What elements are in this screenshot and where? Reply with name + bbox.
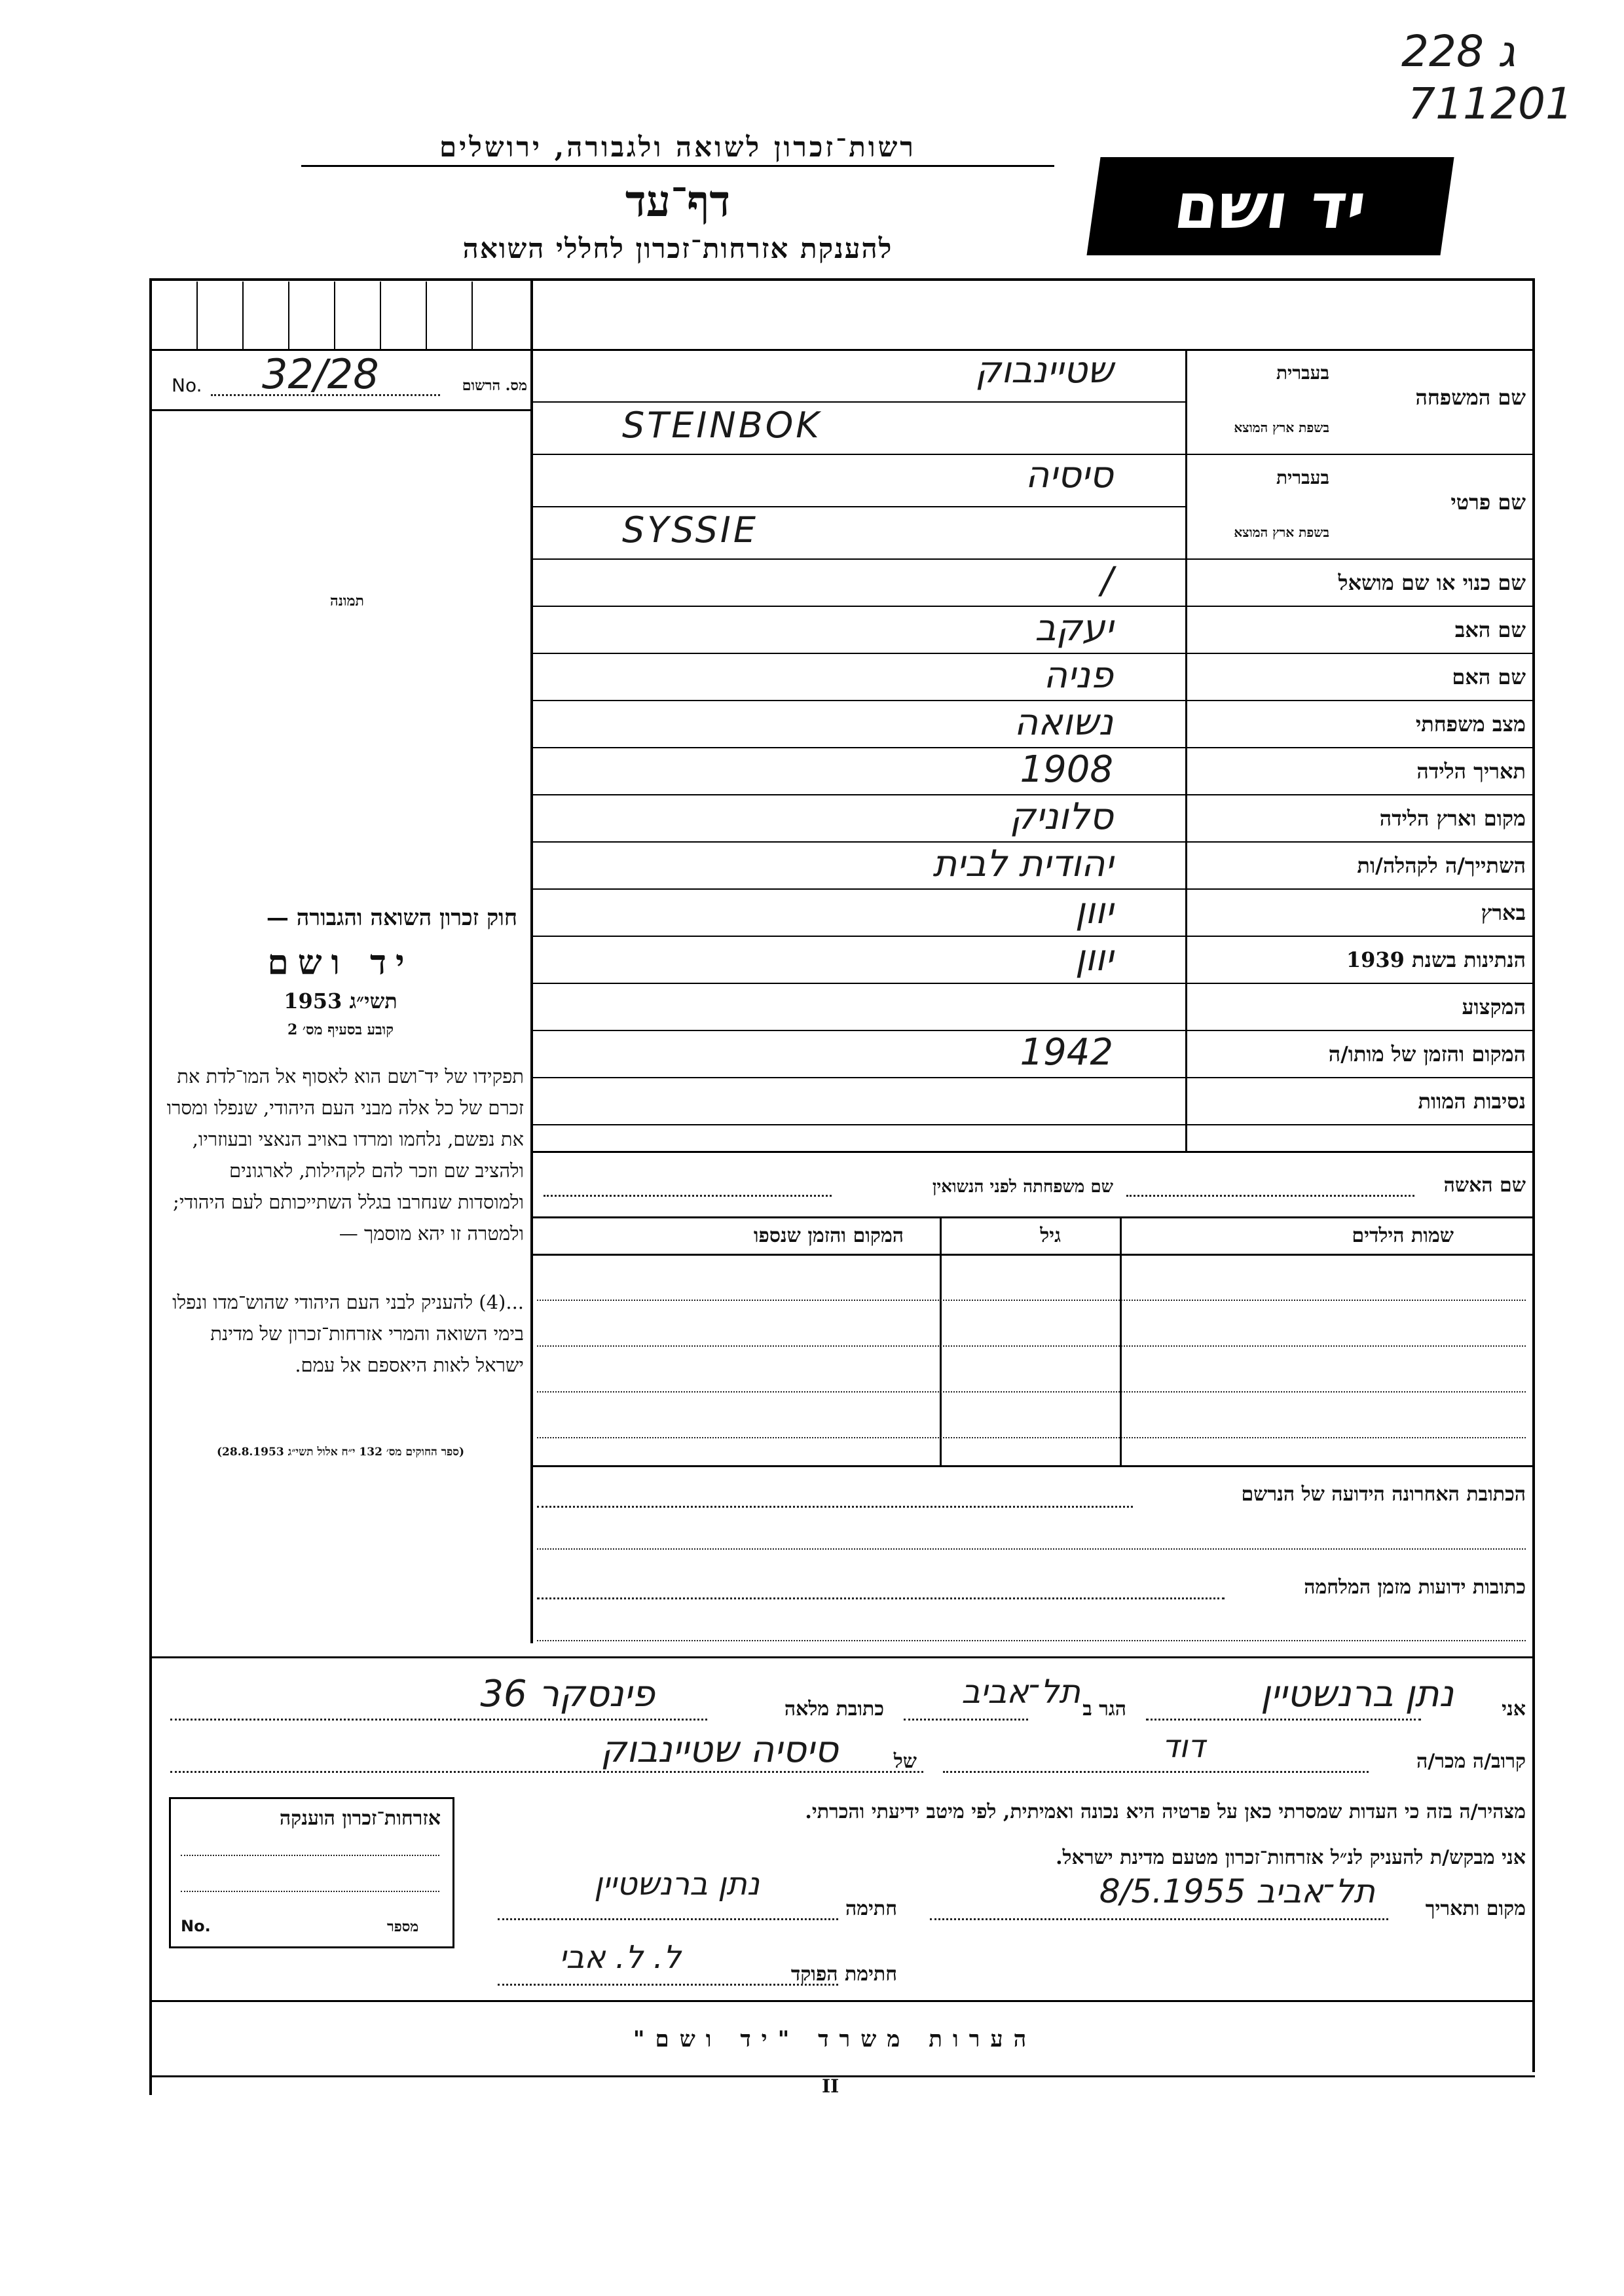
field-value: יוון <box>1075 937 1113 979</box>
relation-value: דוד <box>1162 1728 1205 1765</box>
office-notes-label: הערות משרד "יד ושם" <box>633 2026 1037 2052</box>
stamp-dots-2 <box>181 1891 439 1892</box>
declaration-request: אני מבקש/ת להעניק לנ״ל אזרחות־זכרון מטעם מדינת ישראל. <box>1056 1846 1526 1869</box>
law-text-2: ...(4) להעניק לבני העם היהודי שהוש־מדו ונפלו בימי השואה והמרי אזרחות־זכרון של מדינת ישראל לאות היאספם אל עמם. <box>172 1291 524 1376</box>
last-address-dots-2 <box>537 1548 1526 1550</box>
war-address-label: כתובות ידועות מזמן המלחמה <box>1304 1576 1526 1599</box>
field-row-line <box>530 653 1535 654</box>
field-value-latin: STEINBOK <box>622 405 822 446</box>
declarant-name: נתן ברנשטיין <box>1261 1673 1454 1715</box>
last-address-dots <box>537 1506 1133 1508</box>
notes-bottom-line <box>149 2075 1535 2077</box>
maiden-name-label: שם משפחתה לפני הנשואין <box>932 1177 1113 1197</box>
field-value: נשואה <box>1014 701 1113 744</box>
reg-number-en-label: No. <box>172 374 202 396</box>
children-row-3 <box>537 1391 1526 1393</box>
archive-number-2: 711201 <box>1408 79 1573 129</box>
field-label: שם כנוי או שם מושאל <box>1338 570 1526 595</box>
field-value: יוון <box>1075 890 1113 932</box>
authority-title: רשות־זכרון לשואה ולגבורה, ירושלים <box>439 131 916 163</box>
field-row-line <box>530 983 1535 984</box>
of-dots <box>170 1771 923 1773</box>
officer-signature: ל. ל. אבי <box>559 1939 681 1976</box>
maiden-name-dots <box>544 1195 832 1197</box>
frame-right <box>1532 278 1535 2072</box>
field-value: פניה <box>1043 654 1113 697</box>
field-row-line <box>530 606 1535 607</box>
reg-number-he-label: מס. הרשום <box>462 377 527 394</box>
declarant-city: תל־אביב <box>961 1673 1080 1711</box>
signature-dots <box>498 1918 838 1920</box>
field-label: שם פרטי <box>1450 490 1526 515</box>
tick-5 <box>380 282 381 349</box>
field-label: הנתינות בשנת 1939 <box>1346 947 1526 972</box>
field-row-line <box>530 936 1535 937</box>
address-label: כתובת מלאה <box>784 1698 884 1721</box>
law-year: תשי״ג 1953 <box>284 989 397 1013</box>
tick-2 <box>242 282 244 349</box>
frame-top <box>149 278 1535 281</box>
children-age-header: גיל <box>1040 1224 1061 1247</box>
spouse-dots <box>1126 1195 1414 1197</box>
stamp-number-label: מספר <box>387 1918 419 1935</box>
field-sublabel-origin: בשפת ארץ המוצא <box>1234 420 1329 435</box>
tick-7 <box>471 282 473 349</box>
law-clause: קובע בסעיף מס׳ 2 <box>287 1021 394 1038</box>
field-sublabel-hebrew: בעברית <box>1276 467 1329 488</box>
reg-number-value: 32/28 <box>262 350 379 398</box>
authority-underline <box>301 165 1054 167</box>
logo-text: יד ושם <box>1170 170 1371 243</box>
granted-citizenship-box <box>169 1797 454 1948</box>
field-value: 1908 <box>1020 748 1113 791</box>
children-bottom-line <box>530 1465 1535 1467</box>
field-label: תאריך הלידה <box>1416 759 1526 784</box>
place-date-value: תל־אביב 8/5.1955 <box>1099 1872 1375 1910</box>
children-col-b <box>1120 1216 1122 1465</box>
tick-4 <box>334 282 335 349</box>
field-value: שטיינבוק <box>975 349 1113 392</box>
children-place-header: המקום והזמן שנספו <box>753 1224 904 1247</box>
war-address-dots <box>537 1597 1225 1599</box>
officer-signature-label: חתימת הפוקד <box>790 1963 897 1986</box>
field-label: מקום וארץ הלידה <box>1379 806 1526 831</box>
tick-3 <box>288 282 289 349</box>
declaration-statement: מצהיר/ה בזה כי העדות שמסרתי כאן על פרטיה היא נכונה ואמיתית, לפי מיטב ידיעתי והכרתי. <box>805 1800 1526 1823</box>
children-col-a <box>940 1216 942 1465</box>
archive-number: ג 228 <box>1401 26 1516 77</box>
field-label: המקצוע <box>1462 994 1526 1019</box>
field-sublabel-origin: בשפת ארץ המוצא <box>1234 524 1329 540</box>
declaration-top-line <box>149 1656 1535 1658</box>
field-value: סלוניק <box>1009 795 1113 838</box>
field-value: 1942 <box>1020 1031 1113 1074</box>
field-label: בארץ <box>1481 900 1526 925</box>
city-dots <box>904 1719 1028 1721</box>
form-title: דף־עד <box>625 175 731 227</box>
field-label: המקום והזמן של מותו/ה <box>1328 1042 1526 1066</box>
stamp-dots-1 <box>181 1855 439 1856</box>
field-value: / <box>1101 560 1113 602</box>
spouse-label: שם האשה <box>1443 1174 1526 1197</box>
field-sublabel-hebrew: בעברית <box>1276 362 1329 384</box>
officer-dots <box>498 1984 838 1986</box>
children-top-line <box>530 1216 1535 1218</box>
of-name: סיסיה שטיינבוק <box>600 1728 838 1771</box>
form-subtitle: להענקת אזרחות־זכרון לחללי השואה <box>462 232 893 264</box>
field-row-line <box>530 888 1535 890</box>
yad-vashem-logo <box>1086 157 1454 255</box>
children-names-header: שמות הילדים <box>1352 1224 1454 1247</box>
field-label: שם האם <box>1452 665 1526 689</box>
children-row-2 <box>537 1345 1526 1347</box>
field-row-line <box>530 1077 1535 1078</box>
spouse-top-line <box>530 1151 1535 1153</box>
declarant-dots <box>1146 1719 1421 1721</box>
field-value: יעקב <box>1035 607 1113 649</box>
declarant-signature: נתן ברנשטיין <box>594 1866 760 1903</box>
field-value: יהודית לבית <box>932 843 1113 885</box>
field-label: מצב משפחתי <box>1415 712 1526 737</box>
stamp-no-label: No. <box>181 1917 211 1935</box>
field-label: שם המשפחה <box>1415 385 1526 410</box>
signature-label: חתימה <box>845 1897 897 1920</box>
photo-label: תמונה <box>330 592 364 610</box>
field-row-line <box>530 558 1535 560</box>
law-source: (ספר החוקים מס׳ 132 י״ח אלול תשי״ג 28.8.1953) <box>216 1446 465 1459</box>
law-text-1: תפקידו של יד־ושם הוא לאסוף אל המו־לדת את זכרם של כל אלה מבני העם היהודי, שנפלו ומסרו את נפשם, נלחמו ומרדו באויב הנאצי ובעוזריו, ולהציב שם וזכר להם לקהילות, לארגונים ולמוסדות שנחרבו בגלל השתייכותם לעם היהודי; ולמטרה זו יהא מוסמך — <box>166 1065 524 1245</box>
field-label: השתייך/ה לקהלה/ות <box>1357 853 1526 878</box>
granted-citizenship-title: אזרחות־זכרון הוענקה <box>279 1807 441 1830</box>
field-label: נסיבות המוות <box>1418 1089 1526 1114</box>
of-label: של <box>893 1750 917 1773</box>
children-row-1 <box>537 1300 1526 1301</box>
tick-1 <box>196 282 198 349</box>
left-column-divider <box>530 278 533 1643</box>
field-value-latin: SYSSIE <box>622 509 758 551</box>
declarant-address: פינסקר 36 <box>480 1673 655 1715</box>
reg-line <box>149 409 530 411</box>
field-value: סיסיה <box>1025 454 1113 496</box>
children-header-line <box>530 1254 1535 1256</box>
tick-6 <box>426 282 427 349</box>
relation-label: קרוב/ה מכר/ה <box>1416 1750 1526 1773</box>
field-label: שם האב <box>1454 617 1526 642</box>
field-mid-line <box>530 506 1185 507</box>
place-date-label: מקום ותאריך <box>1425 1897 1526 1920</box>
field-mid-line <box>530 401 1185 403</box>
relation-dots <box>943 1771 1369 1773</box>
page-mark: II <box>822 2075 840 2097</box>
frame-left <box>149 278 152 2095</box>
children-row-4 <box>537 1437 1526 1438</box>
notes-top-line <box>149 2000 1535 2002</box>
last-address-label: הכתובת האחרונה הידועה של הנרשם <box>1241 1483 1526 1506</box>
law-title: חוק זכרון השואה והגבורה — <box>266 905 517 931</box>
declaration-ani: אני <box>1502 1698 1526 1721</box>
address-dots <box>170 1719 707 1721</box>
place-date-dots <box>930 1918 1388 1920</box>
law-name: יד ושם <box>267 943 414 983</box>
resides-label: הגר ב <box>1082 1698 1126 1721</box>
field-row-line <box>530 1124 1535 1125</box>
war-address-dots-2 <box>537 1640 1526 1641</box>
